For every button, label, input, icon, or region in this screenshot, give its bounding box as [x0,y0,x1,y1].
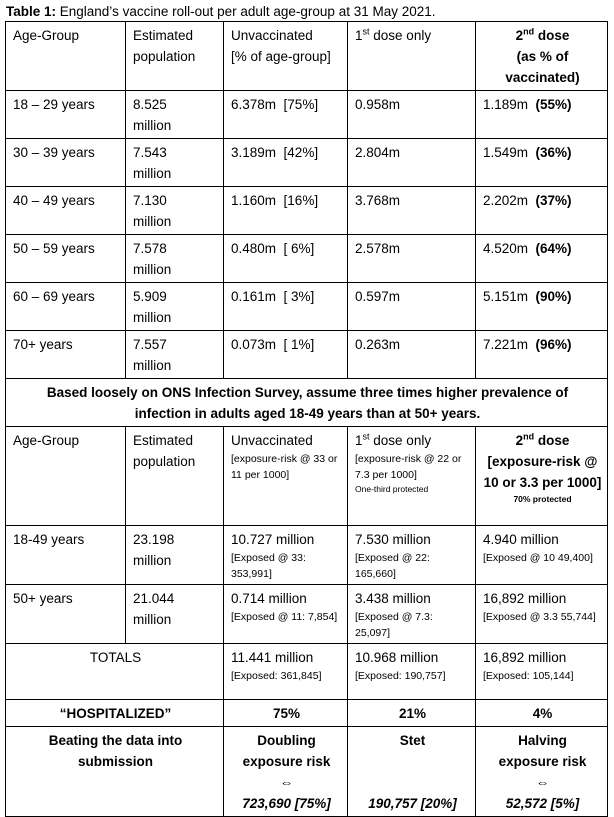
t1-cell-second-dose: 4.520m (64%) [476,235,608,283]
t1-cell-unvaccinated: 0.073m [ 1%] [224,331,348,379]
t1-header-first-dose: 1st dose only [348,22,476,91]
totals-first-dose: 10.968 million [Exposed: 190,757] [348,644,476,700]
t1-cell-population: 7.543 million [126,139,224,187]
t1-cell-age: 40 – 49 years [6,187,126,235]
t1-cell-unvaccinated: 3.189m [42%] [224,139,348,187]
t1-cell-first-dose: 3.768m [348,187,476,235]
prevalence-note: Based loosely on ONS Infection Survey, assume three times higher prevalence of infection in adults aged 18-49 years than at 50+ years. [6,379,608,427]
totals-unvaccinated: 11.441 million [Exposed: 361,845] [224,644,348,700]
t1-cell-population: 8.525 million [126,91,224,139]
t1-cell-age: 60 – 69 years [6,283,126,331]
table-caption-text: England’s vaccine roll-out per adult age-group at 31 May 2021. [56,4,436,19]
table-caption [6,3,436,21]
hospitalized-unvaccinated: 75% [224,700,348,727]
t1-cell-second-dose: 5.151m (90%) [476,283,608,331]
note-row [6,379,608,427]
t2-cell-age: 50+ years [6,585,126,644]
vaccine-table [5,21,608,817]
t2-cell-age: 18-49 years [6,526,126,585]
totals-second-dose: 16,892 million [Exposed: 105,144] [476,644,608,700]
t2-cell-second-dose: 16,892 million [Exposed @ 3.3 55,744] [476,585,608,644]
t2-row [6,585,608,644]
t1-cell-population: 7.578 million [126,235,224,283]
t1-cell-unvaccinated: 0.480m [ 6%] [224,235,348,283]
equivalence-arrow-icon: ⇔ [279,775,294,790]
t1-row [6,331,608,379]
t1-cell-age: 18 – 29 years [6,91,126,139]
equivalence-arrow-icon: ⇔ [535,775,550,790]
t2-cell-unvaccinated: 10.727 million [Exposed @ 33: 353,991] [224,526,348,585]
t1-row [6,91,608,139]
t1-cell-unvaccinated: 1.160m [16%] [224,187,348,235]
hospitalized-row [6,700,608,727]
t2-header-population: Estimated population [126,427,224,526]
t1-cell-first-dose: 2.578m [348,235,476,283]
final-label: Beating the data into submission [6,727,224,817]
t1-header-unvaccinated: Unvaccinated [% of age-group] [224,22,348,91]
t1-cell-second-dose: 1.549m (36%) [476,139,608,187]
t1-cell-second-dose: 1.189m (55%) [476,91,608,139]
t1-header-second-dose: 2nd dose (as % of vaccinated) [476,22,608,91]
t1-cell-first-dose: 2.804m [348,139,476,187]
t1-header-population: Estimated population [126,22,224,91]
t1-row [6,235,608,283]
t1-cell-unvaccinated: 0.161m [ 3%] [224,283,348,331]
t1-cell-second-dose: 7.221m (96%) [476,331,608,379]
t1-row [6,283,608,331]
t1-header-age: Age-Group [6,22,126,91]
t1-cell-population: 7.557 million [126,331,224,379]
t1-row [6,139,608,187]
t1-cell-age: 30 – 39 years [6,139,126,187]
t2-cell-population: 21.044 million [126,585,224,644]
t2-cell-unvaccinated: 0.714 million [Exposed @ 11: 7,854] [224,585,348,644]
final-first-dose: Stet 190,757 [20%] [348,727,476,817]
t1-cell-population: 5.909 million [126,283,224,331]
final-second-dose: Halving exposure risk ⇔ 52,572 [5%] [476,727,608,817]
t2-header-second-dose: 2nd dose [exposure-risk @ 10 or 3.3 per 1000] 70% protected [476,427,608,526]
t1-cell-age: 50 – 59 years [6,235,126,283]
t1-cell-first-dose: 0.958m [348,91,476,139]
t1-row [6,187,608,235]
t1-cell-first-dose: 0.263m [348,331,476,379]
t2-header-age: Age-Group [6,427,126,526]
t2-header-unvaccinated: Unvaccinated [exposure-risk @ 33 or 11 per 1000] [224,427,348,526]
t2-cell-first-dose: 3.438 million [Exposed @ 7.3: 25,097] [348,585,476,644]
final-unvaccinated: Doubling exposure risk ⇔ 723,690 [75%] [224,727,348,817]
t1-cell-age: 70+ years [6,331,126,379]
t2-header-row [6,427,608,526]
t2-row [6,526,608,585]
t2-cell-second-dose: 4.940 million [Exposed @ 10 49,400] [476,526,608,585]
table-caption-label: Table 1: [6,4,57,19]
final-row [6,727,608,817]
t1-cell-second-dose: 2.202m (37%) [476,187,608,235]
t2-header-first-dose: 1st dose only [exposure-risk @ 22 or 7.3 per 1000] One-third protected [348,427,476,526]
t2-totals-row [6,644,608,700]
t1-cell-first-dose: 0.597m [348,283,476,331]
t1-cell-population: 7.130 million [126,187,224,235]
t2-cell-first-dose: 7.530 million [Exposed @ 22: 165,660] [348,526,476,585]
totals-label: TOTALS [6,644,224,700]
hospitalized-label: “HOSPITALIZED” [6,700,224,727]
t1-header-row [6,22,608,91]
t2-cell-population: 23.198 million [126,526,224,585]
t1-cell-unvaccinated: 6.378m [75%] [224,91,348,139]
hospitalized-first-dose: 21% [348,700,476,727]
hospitalized-second-dose: 4% [476,700,608,727]
